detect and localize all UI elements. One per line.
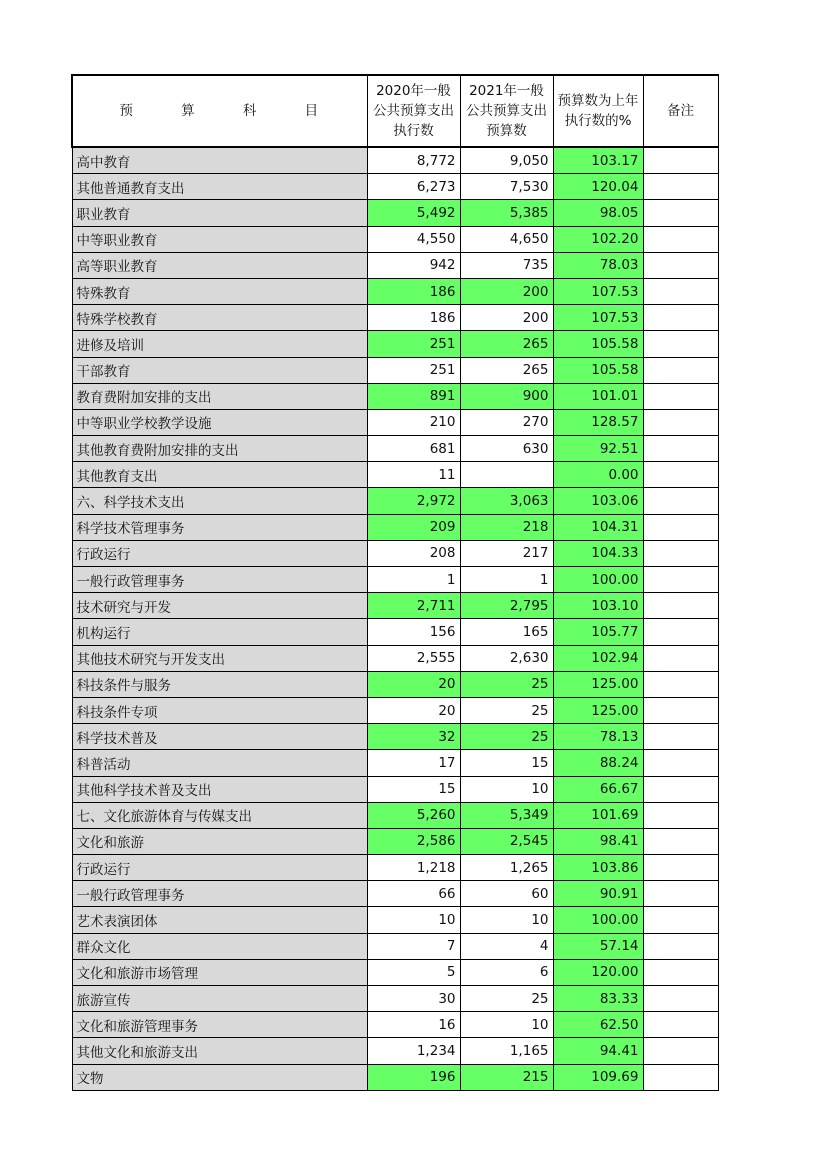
ratio-cell: 78.13 <box>553 724 643 750</box>
ratio-cell: 128.57 <box>553 409 643 435</box>
value-2021-cell: 5,349 <box>460 802 553 828</box>
note-cell <box>643 331 718 357</box>
value-2021-cell: 3,063 <box>460 488 553 514</box>
value-2021-cell: 1,165 <box>460 1038 553 1064</box>
note-cell <box>643 1012 718 1038</box>
note-cell <box>643 671 718 697</box>
value-2020-cell: 186 <box>367 278 460 304</box>
subject-cell: 旅游宣传 <box>72 986 367 1012</box>
table-row <box>72 724 718 750</box>
table-body <box>72 147 718 1090</box>
note-cell <box>643 907 718 933</box>
header-subject: 预 算 科 目 <box>72 75 367 147</box>
ratio-cell: 105.58 <box>553 331 643 357</box>
header-note: 备注 <box>643 75 718 147</box>
table-row <box>72 697 718 723</box>
table-row <box>72 986 718 1012</box>
subject-cell: 科技条件与服务 <box>72 671 367 697</box>
table-row <box>72 933 718 959</box>
value-2021-cell: 270 <box>460 409 553 435</box>
value-2021-cell: 630 <box>460 436 553 462</box>
table-row <box>72 907 718 933</box>
value-2020-cell: 4,550 <box>367 226 460 252</box>
value-2021-cell: 10 <box>460 1012 553 1038</box>
ratio-cell: 104.33 <box>553 540 643 566</box>
value-2020-cell: 2,711 <box>367 593 460 619</box>
note-cell <box>643 828 718 854</box>
ratio-cell: 90.91 <box>553 881 643 907</box>
subject-cell: 技术研究与开发 <box>72 593 367 619</box>
value-2020-cell: 2,586 <box>367 828 460 854</box>
value-2021-cell: 2,545 <box>460 828 553 854</box>
value-2021-cell: 200 <box>460 305 553 331</box>
value-2020-cell: 156 <box>367 619 460 645</box>
value-2020-cell: 1 <box>367 567 460 593</box>
table-row <box>72 278 718 304</box>
value-2020-cell: 7 <box>367 933 460 959</box>
note-cell <box>643 514 718 540</box>
ratio-cell: 103.06 <box>553 488 643 514</box>
ratio-cell: 109.69 <box>553 1064 643 1090</box>
ratio-cell: 0.00 <box>553 462 643 488</box>
subject-cell: 七、文化旅游体育与传媒支出 <box>72 802 367 828</box>
ratio-cell: 107.53 <box>553 278 643 304</box>
subject-cell: 科技条件专项 <box>72 697 367 723</box>
value-2020-cell: 30 <box>367 986 460 1012</box>
value-2020-cell: 891 <box>367 383 460 409</box>
table-row <box>72 855 718 881</box>
ratio-cell: 83.33 <box>553 986 643 1012</box>
subject-cell: 其他教育支出 <box>72 462 367 488</box>
value-2020-cell: 209 <box>367 514 460 540</box>
subject-cell: 群众文化 <box>72 933 367 959</box>
ratio-cell: 105.77 <box>553 619 643 645</box>
table-header <box>72 75 718 147</box>
ratio-cell: 78.03 <box>553 252 643 278</box>
value-2021-cell: 200 <box>460 278 553 304</box>
value-2021-cell: 215 <box>460 1064 553 1090</box>
table-row <box>72 409 718 435</box>
table-row <box>72 200 718 226</box>
subject-cell: 六、科学技术支出 <box>72 488 367 514</box>
subject-cell: 艺术表演团体 <box>72 907 367 933</box>
subject-cell: 其他文化和旅游支出 <box>72 1038 367 1064</box>
ratio-cell: 100.00 <box>553 567 643 593</box>
value-2021-cell: 217 <box>460 540 553 566</box>
note-cell <box>643 724 718 750</box>
header-2020-actual: 2020年一般公共预算支出执行数 <box>367 75 460 147</box>
ratio-cell: 103.17 <box>553 147 643 174</box>
table-row <box>72 959 718 985</box>
value-2021-cell: 1 <box>460 567 553 593</box>
note-cell <box>643 802 718 828</box>
subject-cell: 行政运行 <box>72 540 367 566</box>
ratio-cell: 100.00 <box>553 907 643 933</box>
note-cell <box>643 776 718 802</box>
ratio-cell: 57.14 <box>553 933 643 959</box>
table-row <box>72 226 718 252</box>
subject-cell: 文化和旅游 <box>72 828 367 854</box>
value-2021-cell: 735 <box>460 252 553 278</box>
ratio-cell: 107.53 <box>553 305 643 331</box>
ratio-cell: 102.20 <box>553 226 643 252</box>
value-2021-cell: 25 <box>460 697 553 723</box>
value-2020-cell: 251 <box>367 331 460 357</box>
header-2021-budget: 2021年一般公共预算支出预算数 <box>460 75 553 147</box>
note-cell <box>643 1038 718 1064</box>
table-row <box>72 462 718 488</box>
subject-cell: 机构运行 <box>72 619 367 645</box>
value-2021-cell: 25 <box>460 986 553 1012</box>
value-2020-cell: 16 <box>367 1012 460 1038</box>
ratio-cell: 125.00 <box>553 697 643 723</box>
table-row <box>72 619 718 645</box>
value-2020-cell: 66 <box>367 881 460 907</box>
table-row <box>72 776 718 802</box>
table-row <box>72 1064 718 1090</box>
subject-cell: 文物 <box>72 1064 367 1090</box>
value-2020-cell: 17 <box>367 750 460 776</box>
table-row <box>72 671 718 697</box>
value-2021-cell: 10 <box>460 776 553 802</box>
ratio-cell: 103.10 <box>553 593 643 619</box>
value-2020-cell: 196 <box>367 1064 460 1090</box>
ratio-cell: 92.51 <box>553 436 643 462</box>
note-cell <box>643 357 718 383</box>
value-2021-cell: 60 <box>460 881 553 907</box>
note-cell <box>643 567 718 593</box>
value-2020-cell: 1,234 <box>367 1038 460 1064</box>
value-2020-cell: 8,772 <box>367 147 460 174</box>
note-cell <box>643 436 718 462</box>
ratio-cell: 104.31 <box>553 514 643 540</box>
note-cell <box>643 488 718 514</box>
subject-cell: 其他技术研究与开发支出 <box>72 645 367 671</box>
value-2021-cell: 25 <box>460 671 553 697</box>
table-row <box>72 147 718 174</box>
value-2021-cell: 25 <box>460 724 553 750</box>
table-row <box>72 357 718 383</box>
ratio-cell: 66.67 <box>553 776 643 802</box>
table-row <box>72 252 718 278</box>
value-2020-cell: 251 <box>367 357 460 383</box>
value-2021-cell: 9,050 <box>460 147 553 174</box>
ratio-cell: 101.69 <box>553 802 643 828</box>
note-cell <box>643 933 718 959</box>
table-row <box>72 1038 718 1064</box>
note-cell <box>643 959 718 985</box>
note-cell <box>643 540 718 566</box>
value-2021-cell: 6 <box>460 959 553 985</box>
note-cell <box>643 278 718 304</box>
note-cell <box>643 593 718 619</box>
value-2020-cell: 5,492 <box>367 200 460 226</box>
ratio-cell: 120.00 <box>553 959 643 985</box>
note-cell <box>643 383 718 409</box>
value-2021-cell: 1,265 <box>460 855 553 881</box>
value-2021-cell: 265 <box>460 357 553 383</box>
subject-cell: 文化和旅游市场管理 <box>72 959 367 985</box>
subject-cell: 特殊教育 <box>72 278 367 304</box>
subject-cell: 中等职业学校教学设施 <box>72 409 367 435</box>
value-2020-cell: 210 <box>367 409 460 435</box>
note-cell <box>643 855 718 881</box>
subject-cell: 文化和旅游管理事务 <box>72 1012 367 1038</box>
note-cell <box>643 750 718 776</box>
table-row <box>72 828 718 854</box>
value-2021-cell: 10 <box>460 907 553 933</box>
value-2021-cell: 15 <box>460 750 553 776</box>
subject-cell: 科学技术管理事务 <box>72 514 367 540</box>
table-row <box>72 881 718 907</box>
note-cell <box>643 305 718 331</box>
table-row <box>72 305 718 331</box>
note-cell <box>643 174 718 200</box>
ratio-cell: 102.94 <box>553 645 643 671</box>
value-2021-cell: 218 <box>460 514 553 540</box>
subject-cell: 干部教育 <box>72 357 367 383</box>
table-row <box>72 750 718 776</box>
ratio-cell: 125.00 <box>553 671 643 697</box>
subject-cell: 中等职业教育 <box>72 226 367 252</box>
subject-cell: 进修及培训 <box>72 331 367 357</box>
note-cell <box>643 645 718 671</box>
note-cell <box>643 226 718 252</box>
value-2020-cell: 2,972 <box>367 488 460 514</box>
value-2020-cell: 32 <box>367 724 460 750</box>
value-2020-cell: 15 <box>367 776 460 802</box>
budget-table <box>71 74 719 1091</box>
ratio-cell: 98.41 <box>553 828 643 854</box>
subject-cell: 科普活动 <box>72 750 367 776</box>
subject-cell: 教育费附加安排的支出 <box>72 383 367 409</box>
value-2021-cell: 7,530 <box>460 174 553 200</box>
value-2020-cell: 20 <box>367 697 460 723</box>
value-2021-cell: 4 <box>460 933 553 959</box>
value-2021-cell: 5,385 <box>460 200 553 226</box>
subject-cell: 其他普通教育支出 <box>72 174 367 200</box>
note-cell <box>643 986 718 1012</box>
note-cell <box>643 697 718 723</box>
note-cell <box>643 462 718 488</box>
note-cell <box>643 619 718 645</box>
subject-cell: 一般行政管理事务 <box>72 881 367 907</box>
subject-cell: 一般行政管理事务 <box>72 567 367 593</box>
header-row <box>72 75 718 147</box>
ratio-cell: 105.58 <box>553 357 643 383</box>
subject-cell: 行政运行 <box>72 855 367 881</box>
note-cell <box>643 147 718 174</box>
ratio-cell: 88.24 <box>553 750 643 776</box>
note-cell <box>643 200 718 226</box>
header-ratio: 预算数为上年执行数的% <box>553 75 643 147</box>
value-2020-cell: 2,555 <box>367 645 460 671</box>
value-2020-cell: 11 <box>367 462 460 488</box>
table-row <box>72 567 718 593</box>
table-row <box>72 645 718 671</box>
ratio-cell: 120.04 <box>553 174 643 200</box>
value-2021-cell: 165 <box>460 619 553 645</box>
value-2020-cell: 1,218 <box>367 855 460 881</box>
subject-cell: 高中教育 <box>72 147 367 174</box>
value-2021-cell: 265 <box>460 331 553 357</box>
table-row <box>72 514 718 540</box>
subject-cell: 其他科学技术普及支出 <box>72 776 367 802</box>
note-cell <box>643 881 718 907</box>
subject-cell: 特殊学校教育 <box>72 305 367 331</box>
value-2021-cell <box>460 462 553 488</box>
value-2020-cell: 5 <box>367 959 460 985</box>
value-2021-cell: 2,795 <box>460 593 553 619</box>
value-2020-cell: 208 <box>367 540 460 566</box>
ratio-cell: 101.01 <box>553 383 643 409</box>
value-2020-cell: 186 <box>367 305 460 331</box>
value-2020-cell: 681 <box>367 436 460 462</box>
subject-cell: 科学技术普及 <box>72 724 367 750</box>
ratio-cell: 94.41 <box>553 1038 643 1064</box>
value-2021-cell: 2,630 <box>460 645 553 671</box>
table-row <box>72 174 718 200</box>
table-row <box>72 593 718 619</box>
table-row <box>72 1012 718 1038</box>
subject-cell: 高等职业教育 <box>72 252 367 278</box>
ratio-cell: 62.50 <box>553 1012 643 1038</box>
value-2021-cell: 4,650 <box>460 226 553 252</box>
subject-cell: 职业教育 <box>72 200 367 226</box>
table-row <box>72 540 718 566</box>
value-2020-cell: 20 <box>367 671 460 697</box>
table-row <box>72 436 718 462</box>
table-row <box>72 383 718 409</box>
table-row <box>72 331 718 357</box>
value-2020-cell: 5,260 <box>367 802 460 828</box>
note-cell <box>643 1064 718 1090</box>
note-cell <box>643 409 718 435</box>
table-row <box>72 802 718 828</box>
note-cell <box>643 252 718 278</box>
value-2020-cell: 942 <box>367 252 460 278</box>
value-2020-cell: 6,273 <box>367 174 460 200</box>
value-2020-cell: 10 <box>367 907 460 933</box>
subject-cell: 其他教育费附加安排的支出 <box>72 436 367 462</box>
ratio-cell: 98.05 <box>553 200 643 226</box>
ratio-cell: 103.86 <box>553 855 643 881</box>
value-2021-cell: 900 <box>460 383 553 409</box>
table-row <box>72 488 718 514</box>
